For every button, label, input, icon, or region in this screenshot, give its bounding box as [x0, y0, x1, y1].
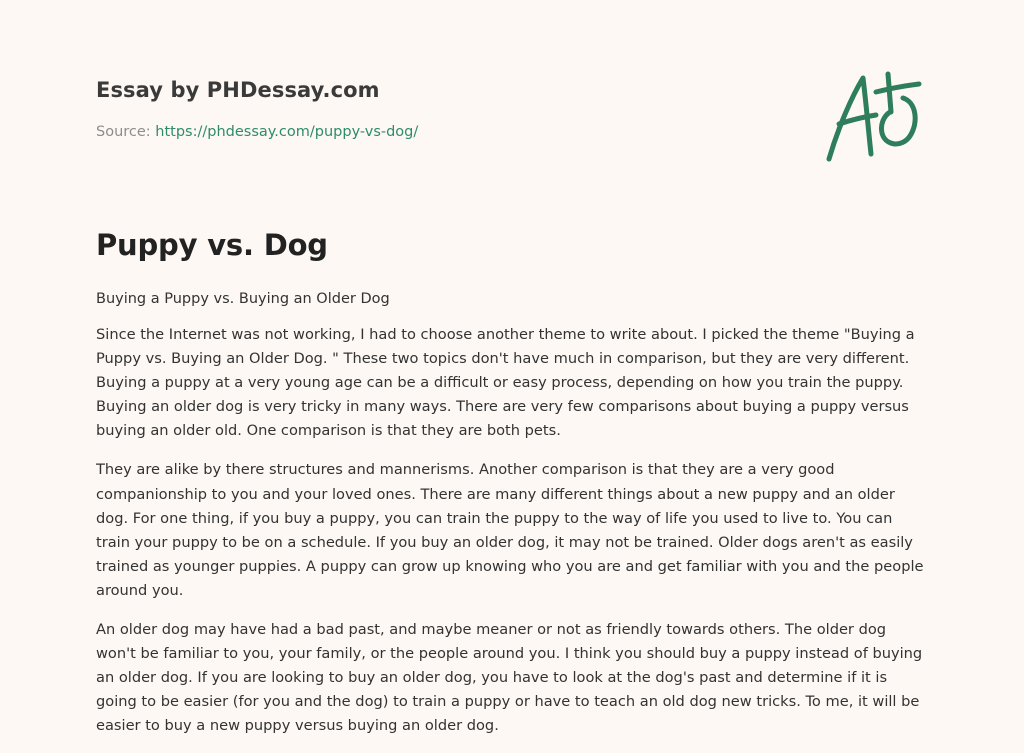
source-link[interactable]: https://phdessay.com/puppy-vs-dog/: [155, 124, 419, 140]
page-header: [96, 76, 796, 141]
essay-paragraph-1: Since the Internet was not working, I had to choose another theme to write about. I picked the theme "Buying a Puppy vs. Buying an Older Dog. " These two topics don't have much in comparison, but they are very different. Buying a puppy at a very young age can be a difficult or easy process, depending on how you train the puppy. Buying an older dog is very tricky in many ways. There are very few comparisons about buying a puppy versus buying an older old. One comparison is that they are both pets.: [96, 326, 915, 440]
essay-subtitle: Buying a Puppy vs. Buying an Older Dog: [96, 291, 390, 307]
source-line: [96, 123, 796, 141]
essay-paragraph-2: They are alike by there structures and mannerisms. Another comparison is that they are a very good companionship to you and your loved ones. There are many different things about a new puppy and an older dog. For one thing, if you buy a puppy, you can train the puppy to the way of life you used to live to. You can train your puppy to be on a schedule. If you buy an older dog, it may not be trained. Older dogs aren't as easily trained as younger puppies. A puppy can grow up knowing who you are and get familiar with you and the people around you.: [96, 461, 924, 599]
essay-paragraph-3: An older dog may have had a bad past, and maybe meaner or not as friendly towards others. The older dog won't be familiar to you, your family, or the people around you. I think you should buy a puppy instead of buying an older dog. If you are looking to buy an older dog, you have to look at the dog's past and determine if it is going to be easier (for you and the dog) to train a puppy or have to teach an old dog new tricks. To me, it will be easier to buy a new puppy versus buying an older dog.: [96, 621, 923, 735]
site-title: Essay by PHDessay.com: [96, 78, 380, 102]
a-plus-logo-icon: [822, 68, 928, 164]
source-label: Source:: [96, 124, 151, 140]
essay-content: [96, 226, 930, 739]
essay-title: Puppy vs. Dog: [96, 228, 328, 262]
